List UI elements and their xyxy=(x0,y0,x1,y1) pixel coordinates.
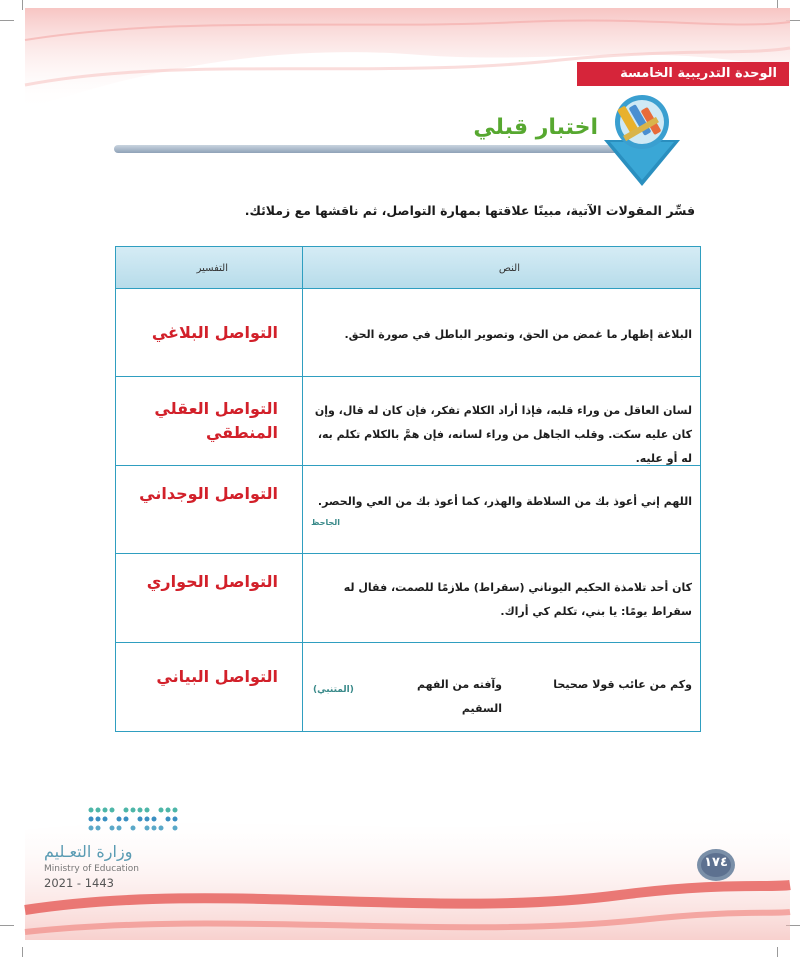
ministry-name-arabic: وزارة التعـليم xyxy=(44,842,133,861)
interpretation-answer: التواصل البياني xyxy=(156,667,278,686)
quote-cell xyxy=(302,466,700,553)
quote-cell xyxy=(302,643,700,731)
poem-hemistich-1: وكم من عائب قولا صحيحا xyxy=(553,678,692,691)
table-row xyxy=(116,289,700,377)
quote-text: اللهم إني أعوذ بك من السلاطة والهذر، كما أعوذ بك من العي والحصر. xyxy=(317,495,692,508)
interpretation-cell xyxy=(116,377,302,465)
interpretation-cell xyxy=(116,289,302,376)
quote-cell xyxy=(302,289,700,376)
poem-hemistich-2: وآفته من الفهم السقيم xyxy=(416,678,502,715)
quote-text: كان أحد تلامذة الحكيم اليوناني (سقراط) ملازمًا للصمت، فقال له سقراط يومًا: يا بني، تكلم كي أراك. xyxy=(343,581,692,618)
title-underline xyxy=(114,145,644,153)
table-row xyxy=(116,643,700,731)
interpretation-cell xyxy=(116,554,302,642)
interpretation-cell xyxy=(116,466,302,553)
quote-cell xyxy=(302,554,700,642)
table-row xyxy=(116,554,700,643)
edition-year: 2021 - 1443 xyxy=(44,876,114,890)
ministry-logo-icon xyxy=(86,805,181,835)
interpretation-cell xyxy=(116,643,302,731)
header-cell-interpretation xyxy=(116,247,302,288)
quote-text: البلاغة إظهار ما غمض من الحق، وتصوير الباطل في صورة الحق. xyxy=(344,328,692,341)
header-cell-text xyxy=(302,247,700,288)
table-row xyxy=(116,466,700,554)
table-row xyxy=(116,377,700,466)
interpretation-answer: التواصل العقلي المنطقي xyxy=(154,399,278,442)
interpretation-answer: التواصل البلاغي xyxy=(151,323,278,342)
quote-attribution: الجاحظ xyxy=(311,518,340,527)
table-header-row xyxy=(116,247,700,289)
unit-label: الوحدة التدريبية الخامسة xyxy=(577,62,789,86)
column-header-interpretation: التفسير xyxy=(196,263,228,274)
quote-cell xyxy=(302,377,700,465)
quotes-table xyxy=(115,246,701,732)
interpretation-answer: التواصل الحواري xyxy=(146,572,278,591)
page-number: ١٧٤ xyxy=(704,855,728,870)
section-title: اختبار قبلي xyxy=(473,115,598,140)
quote-text: لسان العاقل من وراء قلبه، فإذا أراد الكلام تفكر، فإن كان له قال، وإن كان عليه سكت. وقلب الجاهل من وراء لسانه، فإن همَّ بالكلام تكلم به، له أو عليه. xyxy=(314,404,692,465)
column-header-text: النص xyxy=(498,263,520,274)
ministry-name-english: Ministry of Education xyxy=(44,864,139,874)
pencils-ruler-icon xyxy=(592,92,692,187)
interpretation-answer: التواصل الوجداني xyxy=(139,484,278,503)
quote-attribution: (المتنبي) xyxy=(313,685,354,695)
instruction-text: فسِّر المقولات الآتية، مبينًا علاقتها بمهارة التواصل، ثم ناقشها مع زملائك. xyxy=(244,203,695,218)
